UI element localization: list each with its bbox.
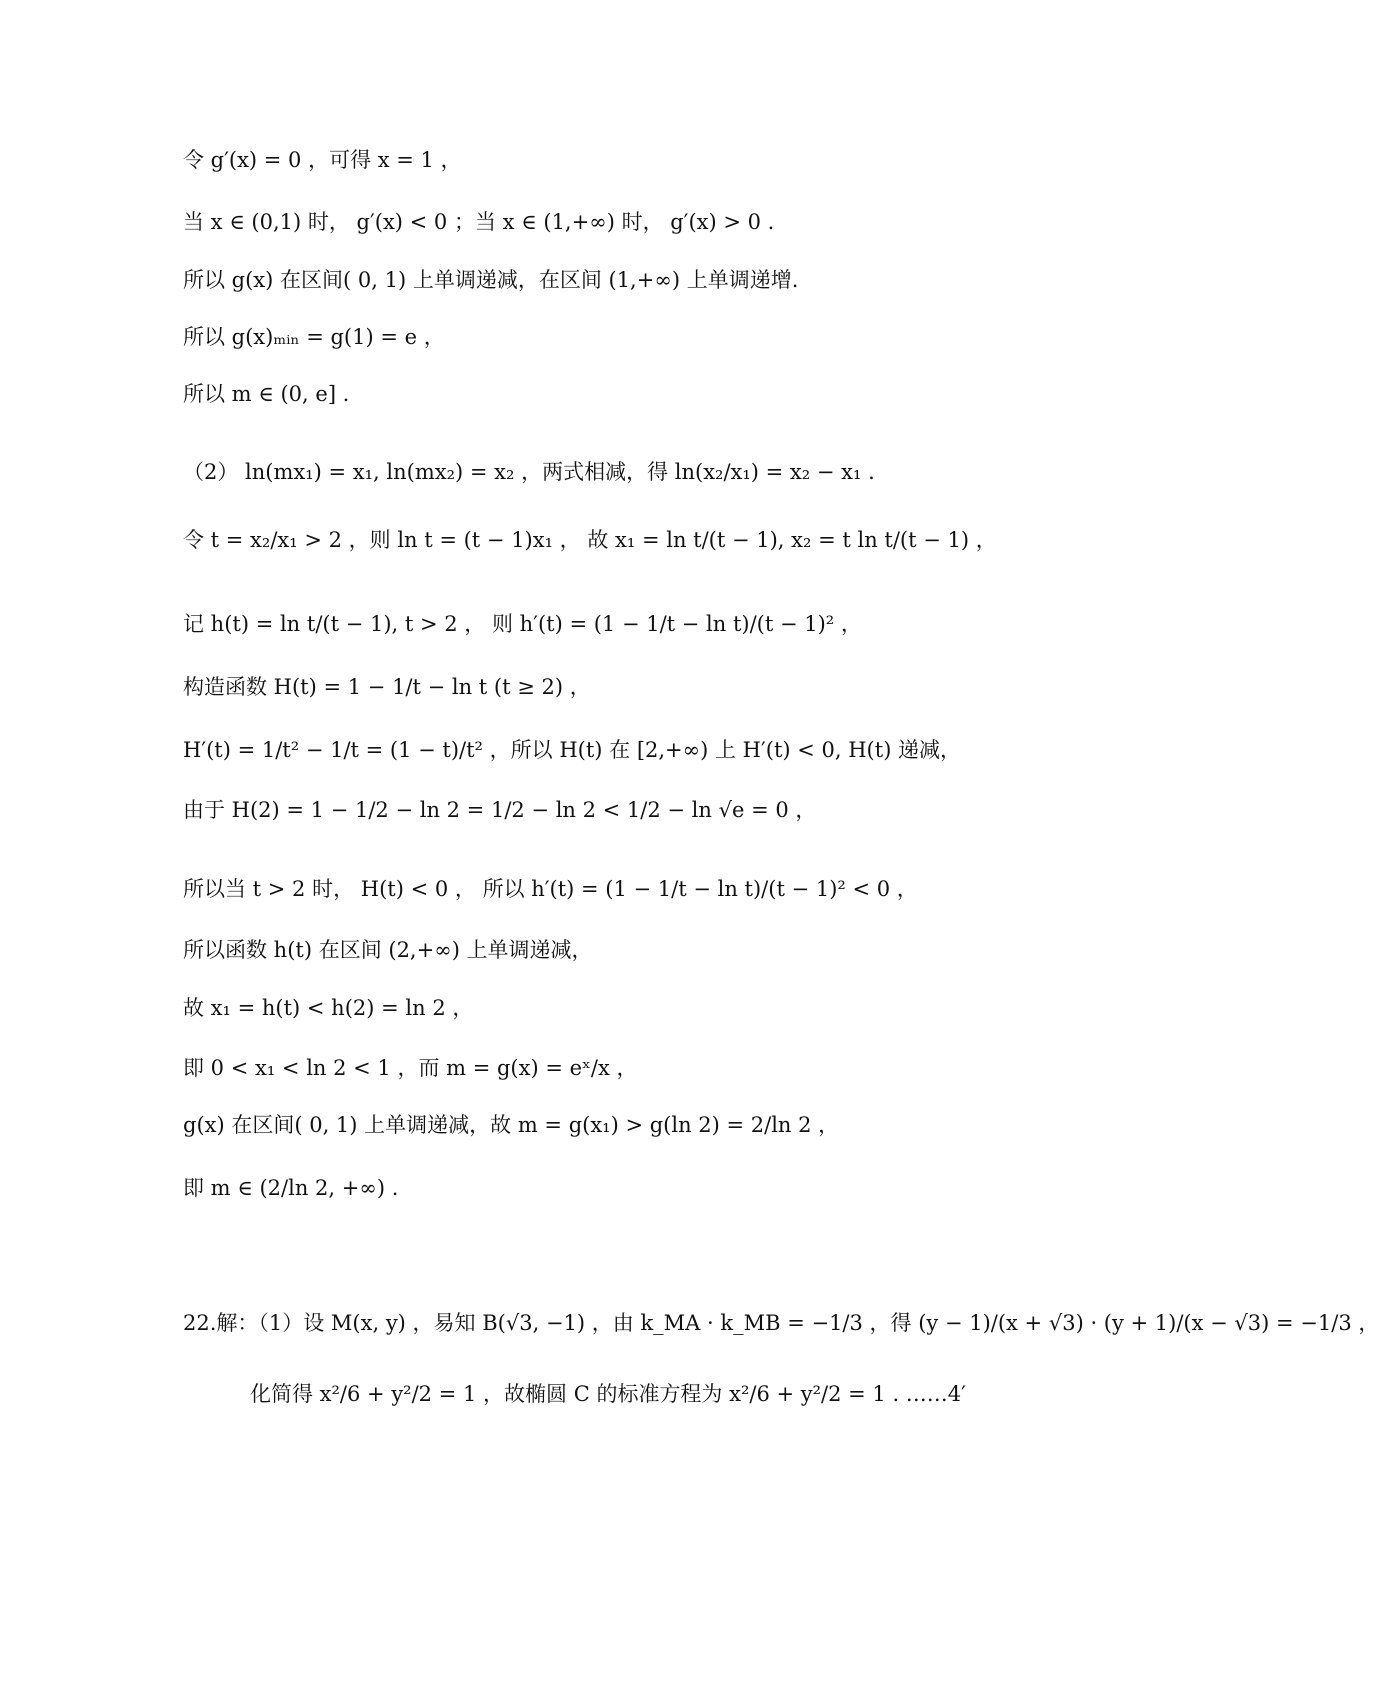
text-line: 所以函数 h(t) 在区间 (2,+∞) 上单调递减，	[183, 938, 593, 962]
text-line: 所以 g(x) 在区间( 0, 1) 上单调递减，在区间 (1,+∞) 上单调递增.	[183, 268, 799, 292]
text-line: 所以 m ∈ (0, e] .	[183, 382, 350, 406]
text-line: 令 t = x₂/x₁ > 2 ，则 ln t = (t − 1)x₁ ， 故 x₁ = ln t/(t − 1), x₂ = t ln t/(t − 1) ，	[183, 528, 997, 552]
text-line: 化简得 x²/6 + y²/2 = 1 ，故椭圆 C 的标准方程为 x²/6 + y²/2 = 1 . ……4′	[250, 1382, 966, 1406]
text-line: 令 g′(x) = 0 ，可得 x = 1 ，	[183, 148, 462, 172]
text-line: 构造函数 H(t) = 1 − 1/t − ln t (t ≥ 2) ，	[183, 675, 591, 699]
text-line: g(x) 在区间( 0, 1) 上单调递减，故 m = g(x₁) > g(ln 2) = 2/ln 2 ，	[183, 1113, 840, 1137]
text-line: 所以 g(x)ₘᵢₙ = g(1) = e ，	[183, 325, 445, 349]
text-line: 记 h(t) = ln t/(t − 1), t > 2 ， 则 h′(t) = (1 − 1/t − ln t)/(t − 1)² ，	[183, 612, 862, 636]
text-line: 由于 H(2) = 1 − 1/2 − ln 2 = 1/2 − ln 2 < 1/2 − ln √e = 0 ，	[183, 798, 817, 822]
text-line: 即 m ∈ (2/ln 2, +∞) .	[183, 1176, 399, 1200]
text-line: （2） ln(mx₁) = x₁, ln(mx₂) = x₂ ，两式相减，得 ln(x₂/x₁) = x₂ − x₁ .	[183, 460, 875, 484]
text-line: 即 0 < x₁ < ln 2 < 1 ，而 m = g(x) = eˣ/x ，	[183, 1056, 638, 1080]
text-line: H′(t) = 1/t² − 1/t = (1 − t)/t² ，所以 H(t) 在 [2,+∞) 上 H′(t) < 0, H(t) 递减，	[183, 738, 962, 762]
text-line: 所以当 t > 2 时， H(t) < 0 ， 所以 h′(t) = (1 − 1/t − ln t)/(t − 1)² < 0 ，	[183, 877, 918, 901]
text-line: 当 x ∈ (0,1) 时， g′(x) < 0 ；当 x ∈ (1,+∞) 时， g′(x) > 0 .	[183, 210, 775, 234]
text-line: 22.解：（1）设 M(x, y) ，易知 B(√3, −1) ，由 k_MA · k_MB = −1/3 ，得 (y − 1)/(x + √3) · (y + 1)/(x − √3) = −1/3 ，	[183, 1311, 1379, 1335]
text-line: 故 x₁ = h(t) < h(2) = ln 2 ，	[183, 996, 474, 1020]
